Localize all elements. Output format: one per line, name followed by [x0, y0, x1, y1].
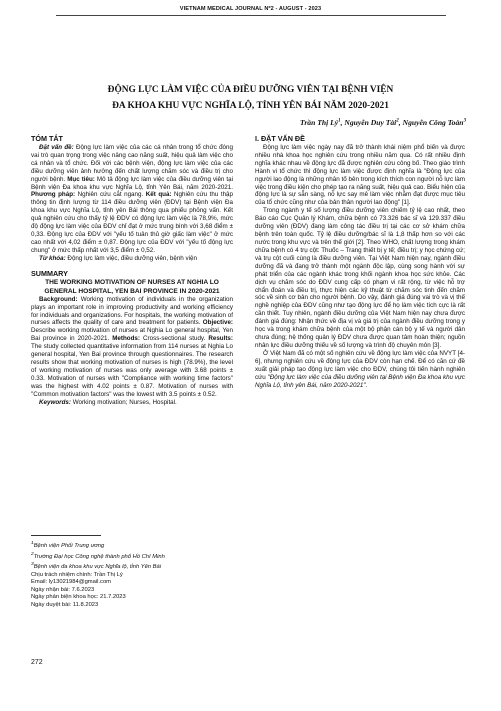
section-label: Methods: [112, 335, 140, 343]
author-affiliation-mark: 3 [463, 118, 466, 124]
section-text: Cross-sectional study. [140, 335, 209, 343]
footnotes [31, 540, 236, 610]
date-accepted: Ngày duyệt bài: 11.8.2023 [31, 601, 99, 608]
section-text: Describe working motivation of nurses at Nghia Lo general hospital, Yen Bai province in 2020-2021. [31, 327, 233, 343]
keywords-label: Keywords: [39, 398, 71, 406]
affiliation-1: $^1$Bệnh viện Phổi Trung ương [31, 541, 105, 549]
abstract-en-title: THE WORKING MOTIVATION OF NURSES AT NGHIA LO GENERAL HOSPITAL, YEN BAI PROVINCE IN 2020-2021 [44, 278, 220, 295]
author-affiliation-mark: 2 [396, 118, 399, 124]
introduction-paragraph [255, 350, 465, 390]
author-separator: , [340, 118, 345, 127]
keywords-label: Từ khóa: [39, 254, 66, 262]
author-list [300, 118, 466, 127]
keywords-text: Working motivation; Nurses, Hospital. [70, 398, 177, 406]
running-header: VIETNAM MEDICAL JOURNAL Nº2 - AUGUST - 2023 [179, 6, 322, 12]
author-name: Nguyễn Công Toàn [402, 118, 464, 127]
author-name: Trần Thị Lý [299, 118, 339, 127]
abstract-en-paragraph [31, 296, 233, 399]
section-text: Động lực làm việc của các cá nhân trong tổ chức đóng vai trò quan trọng trong việc nâng cao năng suất, hiệu quả làm việc cho cá nhân và tổ chức. Đối với các bệnh viện, động lực làm việc của các điều dưỡng viên ảnh hưởng đến chất lượng chăm sóc và điều trị cho người bệnh. [31, 143, 233, 183]
corresponding-author: Chịu trách nhiệm chính: Trần Thị Lý [31, 571, 123, 578]
section-label: Phương pháp: [31, 191, 76, 199]
author-name: Nguyễn Duy Tài [344, 118, 397, 127]
section-text: Working motivation of individuals in the organization plays an important role in improving productivity and working efficiency for individuals and organizations. For hospitals, the working motivation of nurses affects the quality of care and treatment for patients. [31, 295, 233, 327]
section-label: Mục tiêu: [67, 175, 95, 183]
study-title-quote: "Động lực làm việc của điều dưỡng viên tại Bệnh viện Đa khoa khu vực Nghĩa Lộ, tỉnh yên Bái, năm 2020-2021". [255, 373, 465, 389]
abstract-vn-paragraph [31, 144, 233, 255]
keywords-en [31, 399, 233, 407]
section-text: Mô tả động lực làm việc của điều dưỡng viên tại Bệnh viện Đa khoa khu vực Nghĩa Lộ, tỉnh Yên Bái, năm 2020-2021. [31, 175, 233, 191]
section-label: Background: [39, 295, 78, 303]
keywords-vn [31, 255, 233, 263]
corresponding-email: Email: ly13021984@gmail.com [31, 579, 111, 586]
page-number: 272 [31, 659, 43, 666]
author-affiliation-mark: 1 [338, 118, 341, 124]
section-text: The study collected quantitative information from 114 nurses at Nghia Lo general hospital, Yen Bai province through questionnaires. The research results show that working motivation of nurses is high (78.9%), the level of working motivation of nurses was only average with 3.68 points ± 0.33. Motivation of nurses with "Compliance with working time factors" was the highest with 4.02 points ± 0.87. Motivation of nurses with "Common motivation factors" was the lowest with 3.5 points ± 0.52. [31, 343, 233, 398]
abstract-vn-heading: TÓM TẮT [31, 134, 63, 143]
footnote-rule [31, 535, 101, 536]
article-title-line-2: ĐA KHOA KHU VỰC NGHĨA LỘ, TỈNH YÊN BÁI NĂM 2020-2021 [112, 101, 389, 111]
abstract-en-heading: SUMMARY [31, 268, 68, 278]
right-column [255, 135, 465, 390]
date-reviewed: Ngày phản biện khoa học: 21.7.2023 [31, 594, 126, 601]
introduction-heading: I. ĐẶT VẤN ĐỀ [255, 134, 305, 143]
section-label: Đặt vấn đề: [39, 143, 74, 151]
introduction-paragraph: Trong ngành y tế số lượng điều dưỡng viên chiếm tỷ lệ cao nhất, theo Báo cáo Cục Quản lý Khám, chữa bệnh có 73.326 bác sĩ và 129.337 điều dưỡng viên (ĐDV) đang làm công tác điều trị tại các cơ sở khám chữa bệnh trên toàn quốc. Tỷ lệ điều dưỡng/bác sĩ là 1,8 thấp hơn so với các nước trong khu vực và trên thế giới [2]. Theo WHO, chất lượng trong khám chữa bệnh có 4 trụ cột: Thuốc – Trang thiết bị y tế; điều trị; y học chứng cứ; và trụ cột cuối cùng là điều dưỡng viên. Tại Việt Nam hiện nay, ngành điều dưỡng đã và đang trở thành một ngành độc lập, cùng song hành với sự phát triển của các ngành khác trong khối ngành khoa học sức khỏe. Các dịch vụ chăm sóc do ĐDV cung cấp có phạm vi rất rộng, từ việc hỗ trợ chẩn đoán và điều trị, thực hiện các kỹ thuật từ chăm sóc tinh đến chăm sóc về sinh cơ bản cho người bệnh. Do vậy, đánh giá đúng vai trò và vị thế nghề nghiệp của ĐDV cũng như tạo động lực để họ làm việc tích cực là rất cần thiết. Tuy nhiên, ngành điều dưỡng của Việt Nam hiện nay chưa được đánh giá đúng: Nhận thức về địa vị và giá trị của ngành điều dưỡng trong y học và trong khám chữa bệnh của một bộ phận cán bộ y tế và người dân chưa đúng; hệ thống quản lý ĐDV chưa được quan tâm hoàn thiện; nguồn nhân lực điều dưỡng thiếu về số lượng và trình độ chuyên môn [3]. [255, 207, 465, 349]
section-text: Nghiên cứu thu thập thông tin định lượng từ 114 điều dưỡng viên (ĐDV) tại Bệnh viện Đa khoa khu vực Nghĩa Lộ, tỉnh yên Bái thông qua phiếu phỏng vấn. Kết quả nghiên cứu cho thấy tỷ lệ ĐDV có động lực làm việc là 78,9%, mức độ động lực làm việc của ĐDV chỉ đạt ở mức trung bình với 3,68 điểm ± 0,33. Động lực của ĐDV với "yếu tố tuân thủ giờ giấc làm việc" ở mức cao nhất với 4,02 điểm ± 0,87. Động lực của ĐDV với "yếu tố động lực chung" ở mức thấp nhất với 3,5 điểm ± 0,52. [31, 191, 234, 254]
header-rule [56, 15, 446, 16]
affiliation-2: $^2$Trường Đại học Công nghệ thành phố Hồ Chí Minh [31, 551, 165, 560]
section-text: Nghiên cứu cắt ngang. [75, 191, 146, 199]
date-received: Ngày nhận bài: 7.6.2023 [31, 586, 95, 593]
left-column [31, 135, 233, 407]
affiliation-3: $^3$Bệnh viện đa khoa khu vực Nghĩa lộ, tỉnh Yên Bái [31, 562, 162, 570]
introduction-paragraph: Động lực làm việc ngày nay đã trở thành khái niệm phổ biến và được nhiều nhà khoa học nghiên cứu trong nhiều năm qua. Có rất nhiều định nghĩa khác nhau về động lực đã được nghiên cứu công bố. Theo giáo trình Hành vi tổ chức thì động lực làm việc được định nghĩa là "Động lực của người lao động là những nhân tố bên trong kích thích con người nỗ lực làm việc trong điều kiện cho phép tạo ra năng suất, hiệu quả cao. Biểu hiện của động lực là sự sẵn sàng, nỗ lực say mê làm việc nhằm đạt được mục tiêu của tổ chức cũng như của bản thân người lao động" [1]. [255, 143, 465, 207]
author-separator: , [398, 118, 403, 127]
section-label: Results: [208, 335, 233, 343]
paragraph-text: Ở Việt Nam đã có một số nghiên cứu về động lực làm việc của NVYT [4-6], nhưng nghiên cứu về động lực của ĐDV còn hạn chế. Để có căn cứ đề xuất giải pháp tạo động lực làm việc cho ĐDV, chúng tôi tiến hành nghiên cứu [255, 349, 465, 381]
keywords-text: Động lực làm việc, điều dưỡng viên, bệnh viện [65, 254, 197, 262]
section-label: Kết quả: [145, 191, 172, 199]
section-label: Objective: [202, 319, 233, 327]
article-title-line-1: ĐỘNG LỰC LÀM VIỆC CỦA ĐIỀU DƯỠNG VIÊN TẠI BỆNH VIỆN [107, 85, 394, 95]
